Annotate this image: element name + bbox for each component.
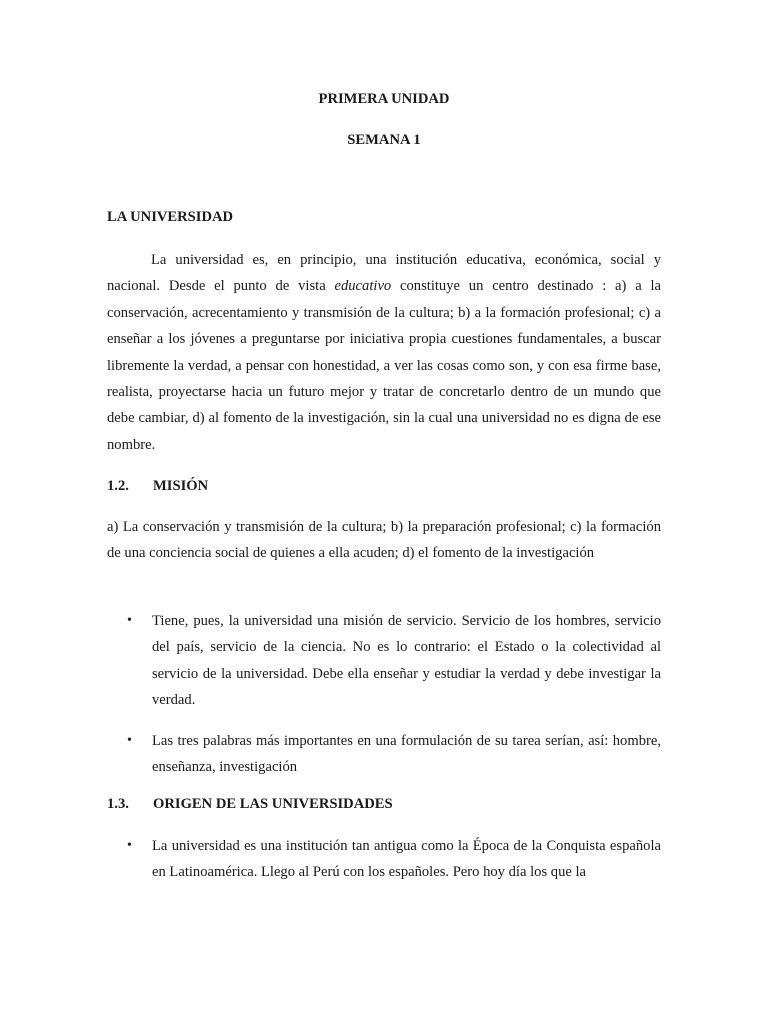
list-item-text: Las tres palabras más importantes en una formulación de su tarea serían, así: hombre, enseñanza, investigación [152, 733, 661, 776]
paragraph-text: La universidad es, en principio, una institución educativa, económica, social y nacional. Desde el punto de vista [107, 252, 661, 295]
paragraph-mision: a) La conservación y transmisión de la cultura; b) la preparación profesional; c) la formación de una conciencia social de quienes a ella acuden; d) el fomento de la investigación [107, 519, 661, 562]
bullet-icon: • [127, 838, 132, 853]
section-heading-origen [107, 796, 393, 813]
bullet-icon: • [127, 613, 132, 628]
section-heading-mision [107, 478, 208, 495]
section-number: 1.3. [107, 796, 129, 812]
section-title: ORIGEN DE LAS UNIVERSIDADES [153, 796, 393, 812]
paragraph-text: constituye un centro destinado : a) a la conservación, acrecentamiento y transmisión de la cultura; b) a la formación profesional; c) a enseñar a los jóvenes a preguntarse por iniciativa propia cuestiones fundamentales, a buscar libremente la verdad, a pensar con honestidad, a ver las cosas como son, y con esa firme base, realista, proyectarse hacia un futuro mejor y tratar de concretarlo dentro de un mundo que debe cambiar, d) al fomento de la investigación, sin la cual una universidad no es digna de ese nombre. [107, 278, 662, 453]
list-item-text: La universidad es una institución tan antigua como la Época de la Conquista española en Latinoamérica. Llego al Perú con los españoles. Pero hoy día los que la [152, 838, 661, 881]
list-item [127, 728, 661, 781]
list-item-text: Tiene, pues, la universidad una misión de servicio. Servicio de los hombres, servicio del país, servicio de la ciencia. No es lo contrario: el Estado o la colectividad al servicio de la universidad. Debe ella enseñar y estudiar la verdad y debe investigar la verdad. [152, 613, 661, 709]
list-item [127, 833, 661, 886]
list-item [127, 608, 661, 714]
bullet-icon: • [127, 733, 132, 748]
section-number: 1.2. [107, 478, 129, 494]
emphasis-text: educativo [334, 278, 392, 295]
section-heading-universidad: LA UNIVERSIDAD [107, 209, 234, 225]
paragraph-universidad [107, 247, 661, 458]
section-title: MISIÓN [153, 478, 209, 494]
document-title: PRIMERA UNIDAD [318, 91, 450, 107]
document-subtitle: SEMANA 1 [347, 132, 421, 148]
